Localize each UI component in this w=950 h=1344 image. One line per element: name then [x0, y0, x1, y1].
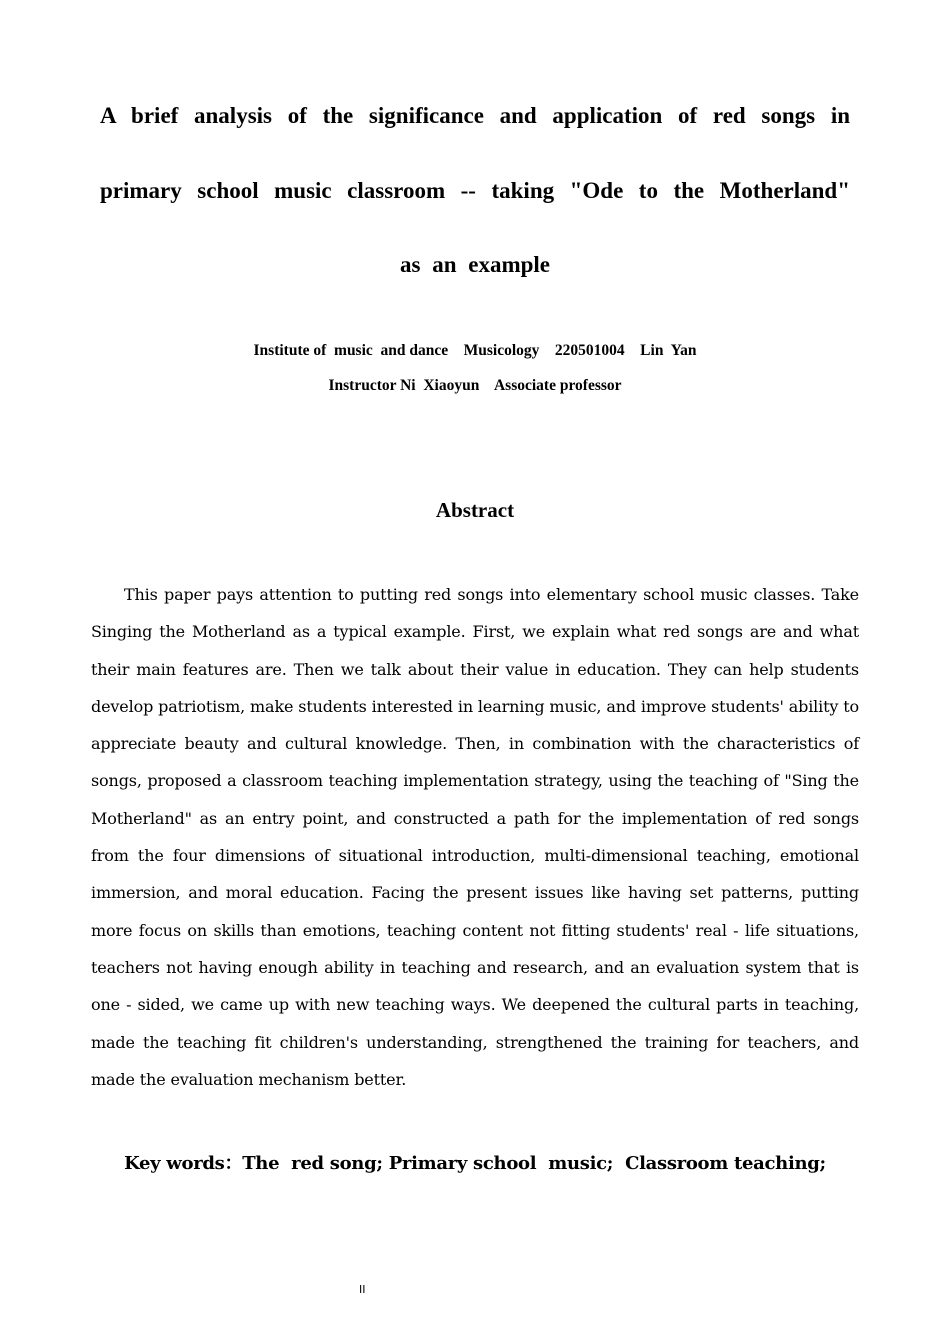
keywords: Key words：The red song; Primary school music; Classroom teaching; [124, 1153, 826, 1174]
page-number: II [359, 1283, 366, 1296]
title-line-3: as an example [400, 252, 550, 277]
title-line-1: A brief analysis of the significance and application of red songs in [100, 103, 850, 128]
abstract-heading: Abstract [435, 498, 515, 522]
title-line-2: primary school music classroom -- taking "Ode to the Motherland" [100, 178, 850, 203]
abstract-body: This paper pays attention to putting red songs into elementary school music classes. Take Singing the Motherland as a typical example. First, we explain what red songs are and what their main features are. Then we talk about their value in education. They can help students develop patriotism, make students interested in learning music, and improve students' ability to appreciate beauty and cultural knowledge. Then, in combination with the characteristics of songs, proposed a classroom teaching implementation strategy, using the teaching of "Sing the Motherland" as an entry point, and constructed a path for the implementation of red songs from the four dimensions of situational introduction, multi-dimensional teaching, emotional immersion, and moral education. Facing the present issues like having set patterns, putting more focus on skills than emotions, teaching content not fitting students' real - life situations, teachers not having enough ability in teaching and research, and an evaluation system that is one - sided, we came up with new teaching ways. We deepened the cultural parts in teaching, made the teaching fit children's understanding, strengthened the training for teachers, and made the evaluation mechanism better. [91, 585, 859, 1089]
instructor-info: Instructor Ni Xiaoyun Associate professor [328, 377, 622, 394]
author-affiliation: Institute of music and dance Musicology 220501004 Lin Yan [253, 342, 697, 359]
